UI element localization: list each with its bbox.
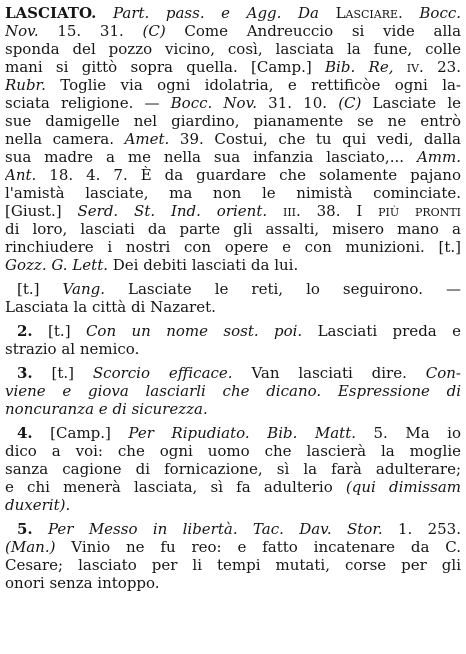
entry-line: (Man.) Vinio ne fu reo: e fatto incatenare da C. <box>5 538 461 556</box>
entry-line: sponda del pozzo vicino, così, lasciata la fune, colle <box>5 40 461 58</box>
entry-line: Gozz. G. Lett. Dei debiti lasciati da lui. <box>5 256 299 274</box>
entry-line: Lasciata la città di Nazaret. <box>5 298 216 316</box>
entry-line: nella camera. Amet. 39. Costui, che tu qui vedi, dalla <box>5 130 461 148</box>
entry-line: LASCIATO. Part. pass. e Agg. Da Lasciare. Bocc. <box>5 4 461 22</box>
entry-line: sua madre a me nella sua infanzia lasciato,... Amm. <box>5 148 461 166</box>
entry-line: 5. Per Messo in libertà. Tac. Dav. Stor. 1. 253. <box>17 520 461 538</box>
entry-line: Cesare; lasciato per li tempi mutati, corse per gli <box>5 556 461 574</box>
entry-line: [t.] Vang. Lasciate le reti, lo seguirono. — <box>17 280 461 298</box>
entry-line: duxerit). <box>5 496 71 514</box>
entry-line: viene e giova lasciarli che dicano. Espressione di <box>5 382 461 400</box>
entry-line: mani si gittò sopra quella. [Camp.] Bib. Re, iv. 23. <box>5 58 461 76</box>
sense-number: 2. <box>17 322 33 340</box>
entry-line: rinchiudere i nostri con opere e con munizioni. [t.] <box>5 238 461 256</box>
entry-line: Rubr. Toglie via ogni idolatria, e rettificòe ogni la- <box>5 76 461 94</box>
entry-line: 2. [t.] Con un nome sost. poi. Lasciati preda e <box>17 322 461 340</box>
entry-line: Ant. 18. 4. 7. È da guardare che solamente pajano <box>5 166 461 184</box>
entry-line: l'amistà lasciate, ma non le nimistà cominciate. <box>5 184 461 202</box>
entry-line: 4. [Camp.] Per Ripudiato. Bib. Matt. 5. Ma io <box>17 424 461 442</box>
entry-line: e chi menerà lasciata, sì fa adulterio (qui dimissam <box>5 478 461 496</box>
headword: LASCIATO. <box>5 4 97 22</box>
entry-line: dico a voi: che ogni uomo che lascierà la moglie <box>5 442 461 460</box>
entry-line: onori senza intoppo. <box>5 574 160 592</box>
entry-line: [Giust.] Serd. St. Ind. orient. iii. 38. I più pronti <box>5 202 461 220</box>
sense-number: 3. <box>17 364 33 382</box>
entry-line: Nov. 15. 31. (C) Come Andreuccio si vide alla <box>5 22 461 40</box>
entry-line: di loro, lasciati da parte gli assalti, misero mano a <box>5 220 461 238</box>
entry-line: sue damigelle nel giardino, pianamente se ne entrò <box>5 112 461 130</box>
entry-line: sciata religione. — Bocc. Nov. 31. 10. (C) Lasciate le <box>5 94 461 112</box>
entry-line: 3. [t.] Scorcio efficace. Van lasciati dire. Con- <box>17 364 461 382</box>
sense-number: 4. <box>17 424 33 442</box>
entry-line: sanza cagione di fornicazione, sì la farà adulterare; <box>5 460 461 478</box>
sense-number: 5. <box>17 520 33 538</box>
entry-line: strazio al nemico. <box>5 340 140 358</box>
entry-line: noncuranza e di sicurezza. <box>5 400 208 418</box>
dictionary-page <box>5 0 461 654</box>
